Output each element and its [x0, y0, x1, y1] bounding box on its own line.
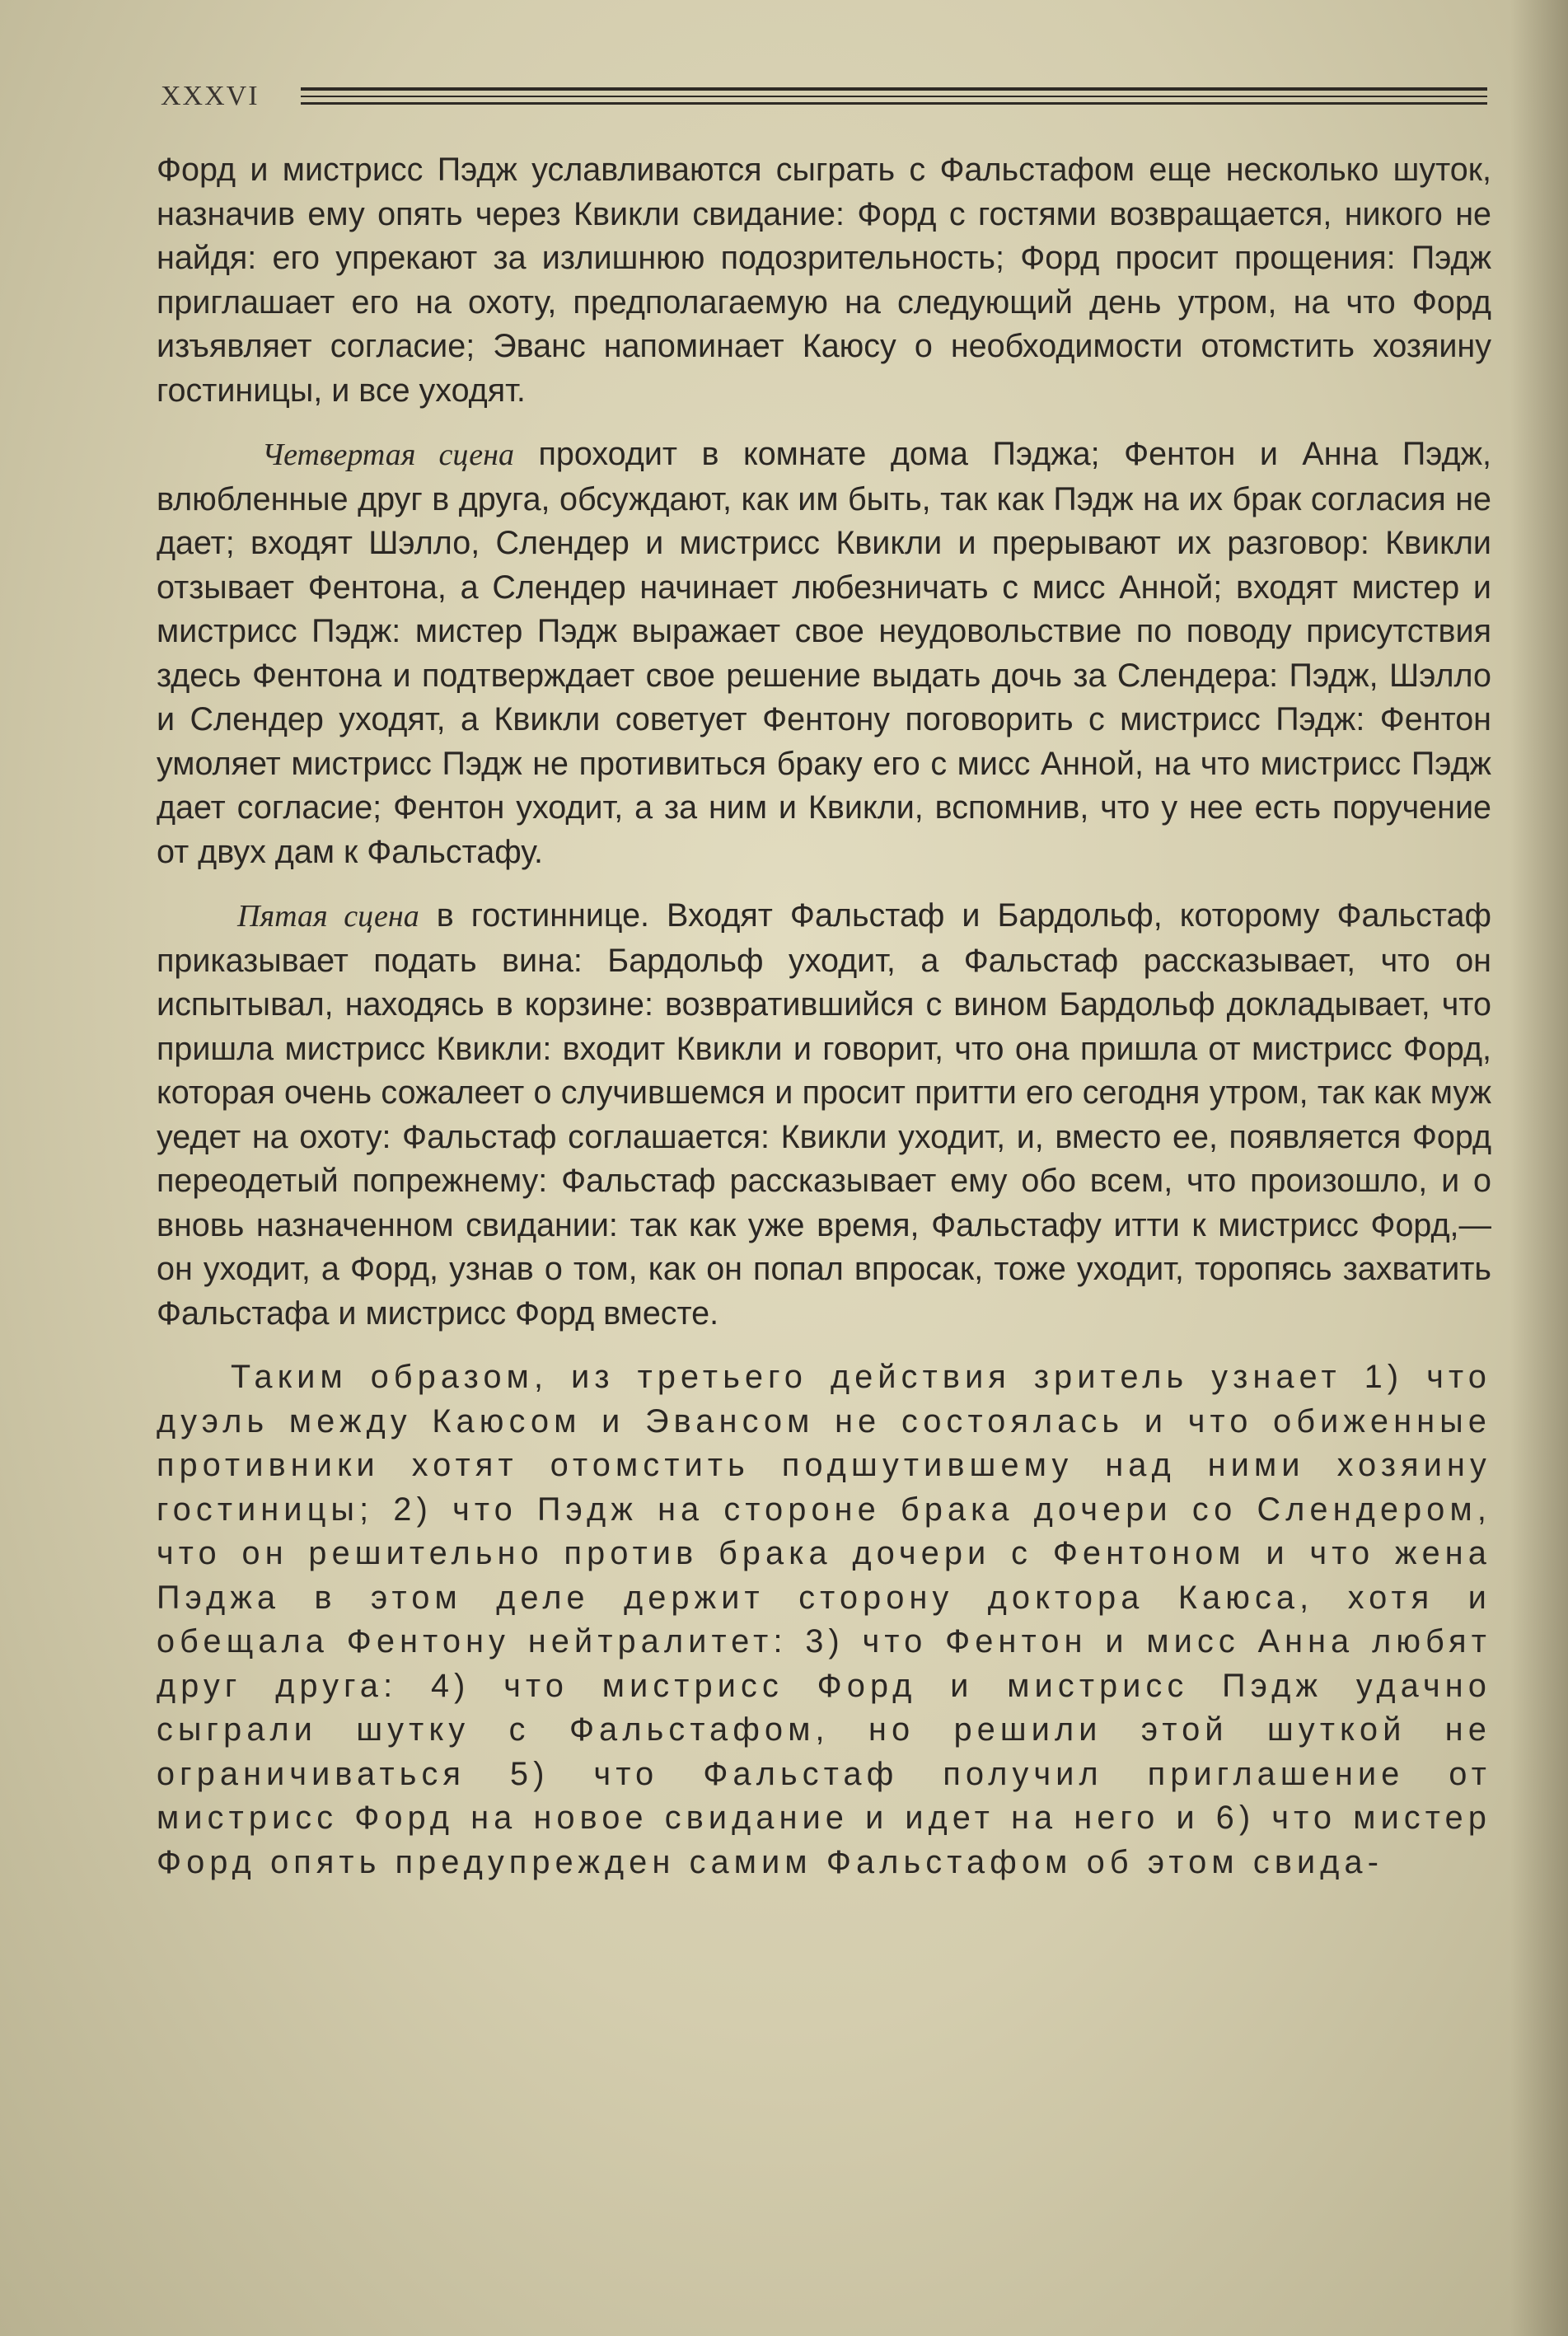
paragraph-3 [157, 894, 1491, 1336]
scene-title-5: Пятая сцена [237, 899, 419, 934]
page-header [161, 81, 1491, 114]
paragraph-1: Форд и мистрисс Пэдж уславливаются сыграть с Фальстафом еще несколько шуток, назначив ему опять через Квикли свидание: Форд с гостями возвращается, никого не найдя: его упрекают за излишнюю подозрительность; Форд просит прощения: Пэдж приглашает его на охоту, предполагаемую на следующий день утром, на что Форд изъявляет согласие; Эванс напоминает Каюсу о необходимости отомстить хозяину гостиницы, и все уходят. [157, 152, 1491, 409]
scene-title-4: Четвертая сцена [262, 438, 514, 472]
paragraph-3-body: в гостиннице. Входят Фальстаф и Бардольф, которому Фальстаф приказывает подать вина: Бардольф уходит, а Фальстаф рассказывает, что он испытывал, находясь в корзине: возвратившийся с вином Бардольф докладывает, что пришла мистрисс Квикли: входит Квикли и говорит, что она пришла от мистрисс Форд, которая очень сожалеет о случившемся и просит притти его сегодня утром, так как муж уедет на охоту: Фальстаф соглашается: Квикли уходит, и, вместо ее, появляется Форд переодетый попрежнему: Фальстаф рассказывает ему обо всем, что произошло, и о вновь назначенном свидании: так как уже время, Фальстафу итти к мистрисс Форд,—он уходит, а Форд, узнав о том, как он попал впросак, тоже уходит, торопясь захватить Фальстафа и мистрисс Форд вместе. [157, 897, 1491, 1332]
header-rule [301, 87, 1487, 112]
body-text [157, 148, 1491, 1904]
paragraph-2 [157, 433, 1491, 874]
paragraph-2-body: проходит в комнате дома Пэджа; Фентон и Анна Пэдж, влюбленные друг в друга, обсуждают, как им быть, так как Пэдж на их брак согласия не дает; входят Шэлло, Слендер и мистрисс Квикли и прерывают их разговор: Квикли отзывает Фентона, а Слендер начинает любезничать с мисс Анной; входят мистер и мистрисс Пэдж: мистер Пэдж выражает свое неудовольствие по поводу присутствия здесь Фентона и подтверждает свое решение выдать дочь за Слендера: Пэдж, Шэлло и Слендер уходят, а Квикли советует Фентону поговорить с мистрисс Пэдж: Фентон умоляет мистрисс Пэдж не противиться браку его с мисс Анной, на что мистрисс Пэдж дает согласие; Фентон уходит, а за ним и Квикли, вспомнив, что у нее есть поручение от двух дам к Фальстафу. [157, 436, 1491, 870]
page-edge-shadow [1510, 0, 1568, 2336]
page-number: XXXVI [161, 81, 260, 111]
paragraph-4-summary: Таким образом, из третьего действия зритель узнает 1) что дуэль между Каюсом и Эвансом не состоялась и что обиженные противники хотят отомстить подшутившему над ними хозяину гостиницы; 2) что Пэдж на стороне брака дочери со Слендером, что он решительно против брака дочери с Фентоном и что жена Пэджа в этом деле держит сторону доктора Каюса, хотя и обещала Фентону нейтралитет: 3) что Фентон и мисс Анна любят друг друга: 4) что мистрисс Форд и мистрисс Пэдж удачно сыграли шутку с Фальстафом, но решили этой шуткой не ограничиваться 5) что Фальстаф получил приглашение от мистрисс Форд на новое свидание и идет на него и 6) что мистер Форд опять предупрежден самим Фальстафом об этом свида- [157, 1359, 1491, 1880]
